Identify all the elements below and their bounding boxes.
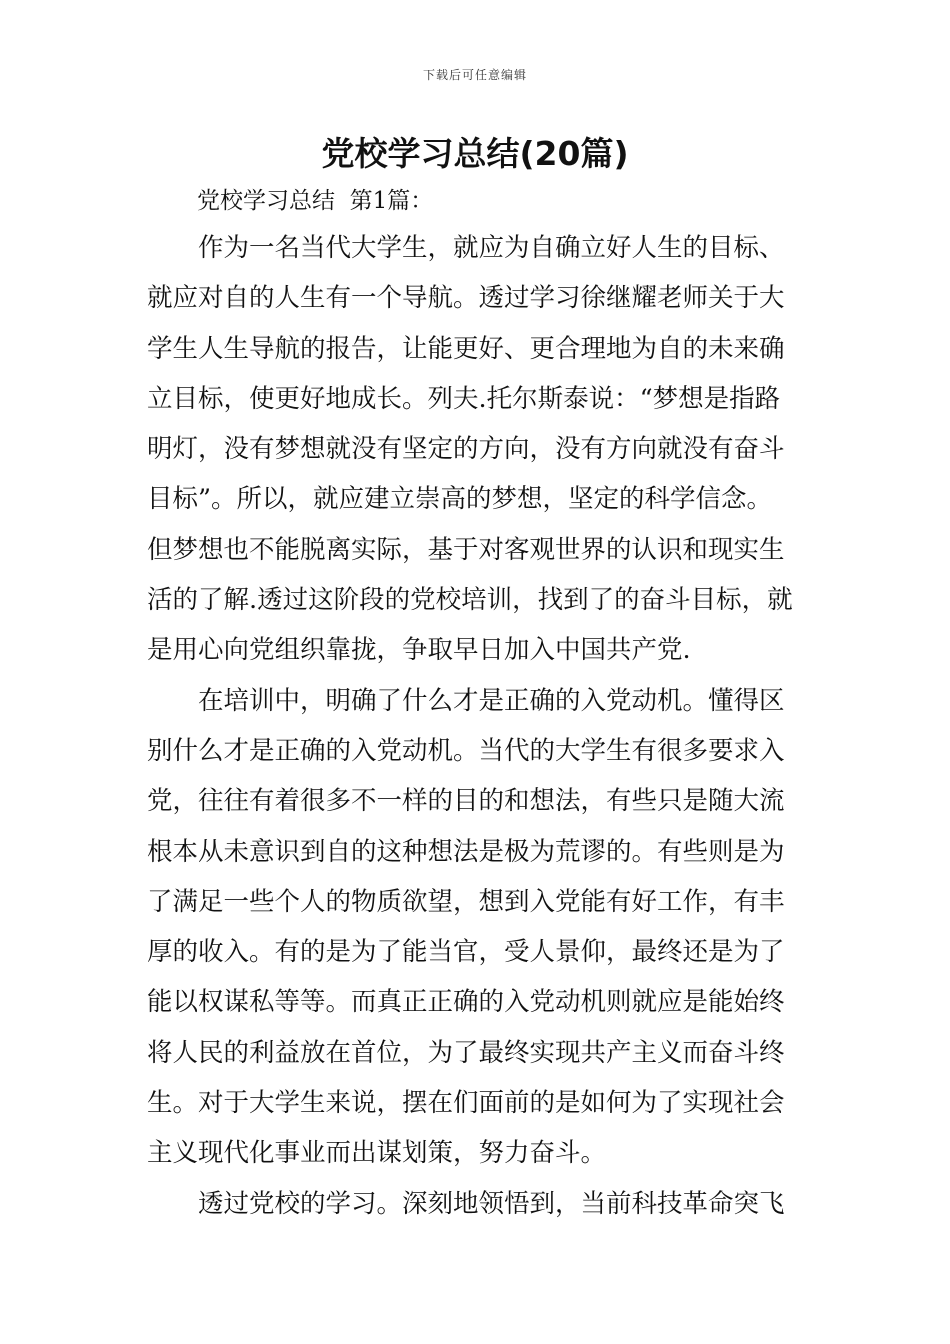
text-line: 党，往往有着很多不一样的目的和想法，有些只是随大流 (147, 786, 785, 817)
text-line: 就应对自的人生有一个导航。透过学习徐继耀老师关于大 (147, 283, 785, 314)
text-line: 活的了解.透过这阶段的党校培训，找到了的奋斗目标，就 (147, 585, 793, 616)
text-line: 了满足一些个人的物质欲望，想到入党能有好工作，有丰 (147, 886, 785, 917)
paragraph (147, 1179, 807, 1229)
text-line: 是用心向党组织靠拢，争取早日加入中国共产党. (147, 635, 691, 666)
text-line: 厚的收入。有的是为了能当官，受人景仰，最终还是为了 (147, 937, 785, 968)
text-line: 明灯，没有梦想就没有坚定的方向，没有方向就没有奋斗 (147, 434, 785, 465)
paragraph (147, 676, 807, 1179)
section-heading: 党校学习总结 第1篇： (197, 188, 434, 214)
text-line: 能以权谋私等等。而真正正确的入党动机则就应是能始终 (147, 987, 785, 1018)
document-title: 党校学习总结(20篇) (321, 134, 629, 173)
text-line: 立目标，使更好地成长。列夫.托尔斯泰说：“梦想是指路 (147, 383, 781, 414)
paragraph (147, 223, 807, 676)
text-line: 别什么才是正确的入党动机。当代的大学生有很多要求入 (147, 735, 785, 766)
text-line: 根本从未意识到自的这种想法是极为荒谬的。有些则是为 (147, 836, 785, 867)
text-line: 透过党校的学习。深刻地领悟到，当前科技革命突飞 (198, 1188, 785, 1219)
document-body (147, 223, 807, 1229)
text-line: 但梦想也不能脱离实际，基于对客观世界的认识和现实生 (147, 534, 785, 565)
text-line: 生。对于大学生来说，摆在们面前的是如何为了实现社会 (147, 1088, 785, 1119)
text-line: 在培训中，明确了什么才是正确的入党动机。懂得区 (198, 685, 785, 716)
text-line: 主义现代化事业而出谋划策，努力奋斗。 (147, 1138, 607, 1169)
page-header-note: 下载后可任意编辑 (422, 68, 527, 82)
text-line: 将人民的利益放在首位，为了最终实现共产主义而奋斗终 (147, 1037, 785, 1068)
text-line: 目标”。所以，就应建立崇高的梦想，坚定的科学信念。 (147, 484, 773, 515)
text-line: 作为一名当代大学生，就应为自确立好人生的目标、 (198, 233, 785, 263)
text-line: 学生人生导航的报告，让能更好、更合理地为自的未来确 (147, 333, 785, 364)
